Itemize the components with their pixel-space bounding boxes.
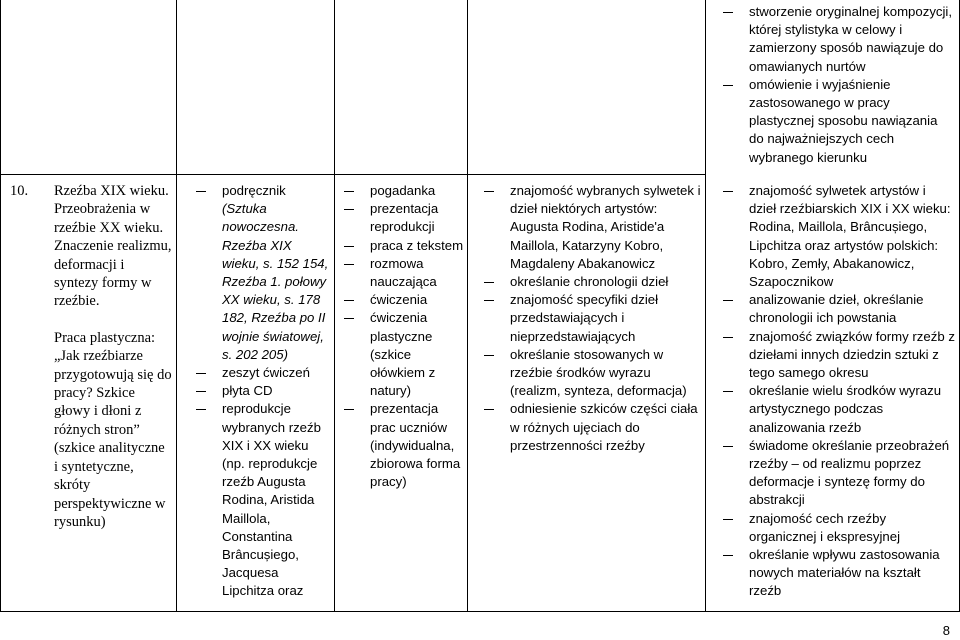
- methods-list: [344, 182, 464, 491]
- list-item: stworzenie oryginalnej kompozycji, której stylistyka w celowy i zamierzony sposób nawiązuje do omawianych nurtów: [723, 3, 955, 76]
- skills-cell: [723, 182, 955, 601]
- knowledge-cell: [484, 182, 702, 455]
- list-item: ćwiczenia plastyczne (szkice ołówkiem z natury): [344, 309, 464, 400]
- lesson-topic: Rzeźba XIX wieku. Przeobrażenia w rzeźbie XX wieku. Znaczenie realizmu, deformacji i syntezy formy w rzeźbie.: [54, 183, 172, 310]
- list-item: znajomość związków formy rzeźb z dziełami innych dziedzin sztuki z tego samego okresu: [723, 328, 955, 383]
- list-item: podręcznik (Sztuka nowoczesna. Rzeźba XIX wieku, s. 152 154, Rzeźba 1. połowy XX wieku, s. 178 182, Rzeźba po II wojnie światowej, s. 202 205): [196, 182, 330, 364]
- list-item: znajomość specyfiki dzieł przedstawiających i nieprzedstawiających: [484, 291, 702, 346]
- list-item: określanie chronologii dzieł: [484, 273, 702, 291]
- table-rule: [467, 0, 468, 612]
- list-item: świadome określanie przeobrażeń rzeźby – od realizmu poprzez deformacje i syntezę formy do abstrakcji: [723, 437, 955, 510]
- list-item: prezentacja reprodukcji: [344, 200, 464, 236]
- skills-prev-cell: [723, 3, 955, 167]
- skills-list: [723, 182, 955, 601]
- table-rule: [0, 0, 1, 612]
- list-item: omówienie i wyjaśnienie zastosowanego w pracy plastycznej sposobu nawiązania do najważniejszych cech wybranego kierunku: [723, 76, 955, 167]
- list-item: ćwiczenia: [344, 291, 464, 309]
- table-rule: [334, 0, 335, 612]
- list-item: określanie stosowanych w rzeźbie środków wyrazu (realizm, synteza, deformacja): [484, 346, 702, 401]
- plastic-work: Praca plastyczna: „Jak rzeźbiarze przygotowują się do pracy? Szkice głowy i dłoni z różnych stron” (szkice analityczne i syntetyczne, skróty perspektywiczne w rysunku): [54, 329, 172, 530]
- page-number: 8: [942, 623, 950, 638]
- list-item: odniesienie szkiców części ciała w różnych ujęciach do przestrzenności rzeźby: [484, 400, 702, 455]
- methods-cell: [344, 182, 464, 491]
- row-number: 10.: [10, 183, 29, 199]
- knowledge-list: [484, 182, 702, 455]
- list-item: płyta CD: [196, 382, 330, 400]
- table-rule: [705, 0, 706, 612]
- list-item: znajomość sylwetek artystów i dzieł rzeźbiarskich XIX i XX wieku: Rodina, Maillola, Brâncușiego, Lipchitza oraz artystów polskich: Kobro, Zemły, Abakanowicz, Szapocznikow: [723, 182, 955, 291]
- list-item: określanie wielu środków wyrazu artystycznego podczas analizowania rzeźb: [723, 382, 955, 437]
- materials-list: [196, 182, 330, 601]
- textbook-detail: (Sztuka nowoczesna. Rzeźba XIX wieku, s. 152 154, Rzeźba 1. połowy XX wieku, s. 178 182, Rzeźba po II wojnie światowej, s. 202 205): [222, 201, 329, 362]
- list-item: określanie wpływu zastosowania nowych materiałów na kształt rzeźb: [723, 546, 955, 601]
- list-item: praca z tekstem: [344, 237, 464, 255]
- list-item: pogadanka: [344, 182, 464, 200]
- list-item: znajomość cech rzeźby organicznej i ekspresyjnej: [723, 510, 955, 546]
- list-item: zeszyt ćwiczeń: [196, 364, 330, 382]
- skills-prev-list: [723, 3, 955, 167]
- list-item: reprodukcje wybranych rzeźb XIX i XX wieku (np. reprodukcje rzeźb Augusta Rodina, Aristida Maillola, Constantina Brâncușiego, Jacquesa Lipchitza oraz: [196, 400, 330, 600]
- table-rule: [176, 0, 177, 612]
- table-rule: [0, 611, 960, 612]
- list-item: rozmowa nauczająca: [344, 255, 464, 291]
- table-rule: [0, 174, 705, 175]
- list-item: analizowanie dzieł, określanie chronologii ich powstania: [723, 291, 955, 327]
- materials-cell: [196, 182, 330, 601]
- topic-cell: [54, 182, 172, 531]
- list-item: prezentacja prac uczniów (indywidualna, zbiorowa forma pracy): [344, 400, 464, 491]
- list-item: znajomość wybranych sylwetek i dzieł niektórych artystów: Augusta Rodina, Aristide'a Maillola, Katarzyny Kobro, Magdaleny Abakanowicz: [484, 182, 702, 273]
